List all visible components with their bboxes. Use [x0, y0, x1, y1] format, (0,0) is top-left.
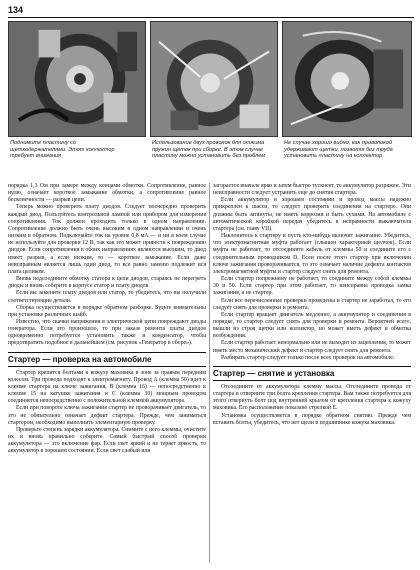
paragraph: Вновь подсоедините обмотку статора к цепи диодов, стараясь не перегреть диоды и вновь соберите в корпусе статор и плату диодов.: [8, 276, 206, 290]
paragraph: Разбирать стартер следует только после всех проверок на автомобиле.: [221, 354, 395, 361]
paragraph: Наклонитесь к стартеру и пусть кто-нибудь включит зажигание. Убедитесь, что электромагнитная муфта работает (слышен характерный щелчок). Если муфта не работает, то отсоедините кабель от клеммы 50 и соедините его с соединительным проводником D. Если после этого стартер при включении ключе зажигания проворачивается, то это означает наличие дефекта контактов электромагнитной муфты и стартер следует снять для ремонта.: [213, 233, 411, 275]
header-rule: [8, 17, 414, 18]
paragraph: порядка 1,3 Ом при замере между концами обмотки. Сопротивление, равное нулю, означает короткое замыкание обмотки, а сопротивление равное бесконечности — разрыв цепи.: [8, 183, 206, 204]
paragraph: Если при повороте ключа зажигания стартер не проворачивает двигатель, то это не обязательно означает дефект стартера. Прежде, чем заниматься стартером, необходимо выполнить элементарную проверку.: [8, 405, 206, 426]
paragraph: Если стартер работает ненормально или не выходит из зацепления, то может иметь место механический дефект и стартер следует снять для ремонта.: [213, 340, 412, 354]
right-column: [213, 183, 411, 427]
paragraph: Если все перечисленные проверки проведены и стартер не заработал, то его следует снять для проверки и ремонта.: [213, 297, 411, 311]
paragraph: Если вы замените плату диодов или статор, то убедитесь, что вы получили соответствующие детали.: [8, 290, 206, 304]
section-heading: Стартер — снятие и установка: [213, 366, 411, 381]
page-number: 134: [8, 5, 24, 15]
paragraph: загорается вначале ярко и затем быстро тускнеет, то аккумулятор разряжен. Эти неисправности следует устранить еще до снятия стартера.: [213, 183, 411, 197]
paragraph: Стартер крепится болтами к кожуху маховика в зоне за правым передним колесом. Три провода подходят к электромагниту. Провод А (клемма 50) идет к клемме стартера на ключе зажигания, В (клемма 16) — непосредственно к клемме 15 на катушке зажигания и С (клемма 30) мощным проводом соединяется непосредственно с положительной клеммой аккумулятора.: [8, 369, 206, 405]
left-column: [8, 183, 206, 455]
paragraph: Установка осуществляется в порядке обратном снятию. Прежде чем вставить болты, убедитесь, что нет щели в подшипнике кожуха маховика.: [213, 412, 411, 426]
figure-caption: Поднимите пластину со щеткодержателями. Этот коллектор требует внимания: [10, 140, 115, 160]
column-divider: [209, 183, 210, 563]
photo-wire-brushes: [150, 21, 278, 137]
figure-caption: Не случае хорошо видно, как проволокой удерживают щетки, позволяя без труда установить пластину на коллектор: [284, 140, 393, 160]
paragraph: Известно, что скачки напряжения в электрической цепи повреждают диоды генератора. Если это произошло, то при заказе ремонта платы диодов одновременно потребуется установить также и конденсатор, чтобы предотвратить подобное в дальнейшем (см. рисунок «Генератор в сборе»).: [8, 318, 206, 347]
figure-caption: Использование двух проволок для отжима пружин щеток при сборке. В этом случае пластину можно установить без проблем: [152, 140, 266, 160]
paragraph: Теперь можно проверить плату диодов. Следует поочередно проверить каждый диод. Пользуйтесь контрольной лампой или прибором для измерения сопротивления. Ток должен проходить только в одном направлении. Сопротивление должно быть очень высоким в одном направлении и очень низким в обратном. Подключайте ток на уровне 0,8 мА — и ни в коем случае не используйте для проверки 12 В, так как это может привести к повреждению диодов. Если сопротивления в обоих направлениях являются высоким, то диод имеет разрыв, а если низким, то — короткое замыкание. Если даже неисправным является лишь один диод, то все равно заменю подлежит вся плата целиком.: [8, 204, 206, 275]
photo-brush-plate: [8, 21, 146, 137]
paragraph: Отсоедините от аккумулятора клемму массы. Отсоедините провода от стартера и отверните три болта крепления стартера. Вам также потребуется для этого отвернуть болт под внутренней крылом от крепления стартера к кожуху маховика. Его расположение показано стрелкой E.: [213, 383, 411, 412]
section-heading: Стартер — проверка на автомобиле: [8, 352, 206, 367]
paragraph: Проверьте степень зарядки аккумулятора. Снимите с него клеммы, очистите их и вновь правильно соберите. Самый быстрый способ проверки аккумулятора — это включение фар. Если свет яркий и не теряет яркость, то аккумулятор в хорошем состоянии. Если свет слабый или: [8, 426, 206, 455]
paragraph: Сборка осуществляется в порядке обратном разборке. Будьте внимательны при установке различных шайб.: [8, 304, 206, 318]
paragraph: Если стартер попрежнему не работает, то соедините между собой клеммы 30 и 50. Если стартер при этом работает, то неисправна проводка замка зажигания, а не стартер.: [213, 276, 411, 297]
paragraph: Если аккумулятор в хорошем состоянии и провод массы надежно прикреплен к шасси, то следует проверить соединения на стартере. Они должны быть затянуты, не иметь коррозии и быть сухими. На автомобиле с автоматической коробкой передач убедитесь в исправности выключателя стартера (см. главу VII).: [213, 197, 411, 232]
paragraph: Если стартер вращает двигатель медленно, а аккумулятор и соединения в порядке, то стартер следует снять для проверки и ремонта. Вероятней всего, вышли из строя щетки или коллектор, но может иметь дефект и обмотка возбуждения.: [213, 311, 411, 340]
photo-brush-holding: [282, 21, 412, 137]
